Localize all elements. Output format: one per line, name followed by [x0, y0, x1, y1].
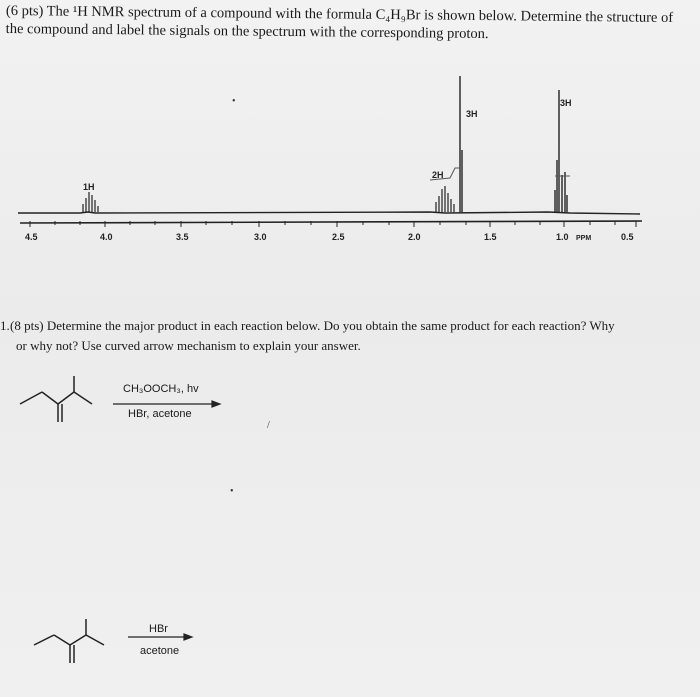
tick-label-1.0: 1.0	[556, 232, 569, 242]
reaction-1	[0, 360, 700, 440]
integration-trace	[430, 168, 570, 180]
stray-dot-1: •	[232, 96, 236, 107]
question-1-line-2: the compound and label the signals on the spectrum with the corresponding proton.	[5, 20, 489, 43]
integration-label-3h-left: 3H	[466, 109, 478, 119]
question-2-line-2: or why not? Use curved arrow mechanism to explain your answer.	[16, 338, 361, 353]
integration-label-3h-right: 3H	[560, 98, 572, 108]
question-2-number: 1.	[0, 318, 10, 333]
tick-label-0.5: 0.5	[621, 232, 634, 242]
reaction-1-structure	[0, 360, 700, 440]
spectrum-baseline	[18, 212, 640, 214]
question-1-prompt	[6, 2, 696, 45]
stray-dot-2: •	[230, 486, 234, 497]
reactant-2-alkene	[34, 619, 104, 663]
peak-3h-right	[555, 90, 567, 212]
question-2-line-1: (8 pts) Determine the major product in each reaction below. Do you obtain the same product for each reaction? Why	[10, 318, 615, 333]
tick-label-3.5: 3.5	[176, 232, 189, 242]
reaction-1-reagent-top: CH₃OOCH₃, hv	[123, 383, 199, 395]
tick-label-4.0: 4.0	[100, 232, 113, 242]
reaction-1-arrow	[113, 401, 220, 407]
peak-3h-left	[460, 76, 462, 212]
integration-label-1h: 1H	[83, 182, 95, 192]
stray-tick: /	[267, 420, 270, 431]
reaction-2-structure	[0, 605, 700, 675]
tick-label-ppm: PPM	[576, 235, 592, 242]
peak-multiplet-1h	[83, 192, 98, 212]
integration-label-2h: 2H	[432, 170, 444, 180]
question-1-line-1: (6 pts) The ¹H NMR spectrum of a compound with the formula C₄H₉Br is shown below. Determine the structure of	[5, 2, 674, 26]
reaction-1-reagent-bottom: HBr, acetone	[128, 408, 192, 420]
tick-label-3.0: 3.0	[254, 232, 267, 242]
reaction-2	[0, 605, 700, 675]
peak-multiplet-2h	[436, 186, 454, 212]
reaction-2-reagent-top: HBr	[149, 623, 168, 635]
tick-label-4.5: 4.5	[25, 232, 38, 242]
tick-label-2.5: 2.5	[332, 232, 345, 242]
reaction-2-reagent-bottom: acetone	[140, 645, 180, 657]
nmr-spectrum-svg	[0, 40, 700, 260]
tick-label-2.0: 2.0	[408, 232, 421, 242]
nmr-spectrum	[0, 40, 700, 260]
reactant-1-alkene	[20, 376, 92, 422]
ppm-axis-line	[20, 221, 642, 223]
tick-label-1.5: 1.5	[484, 232, 497, 242]
